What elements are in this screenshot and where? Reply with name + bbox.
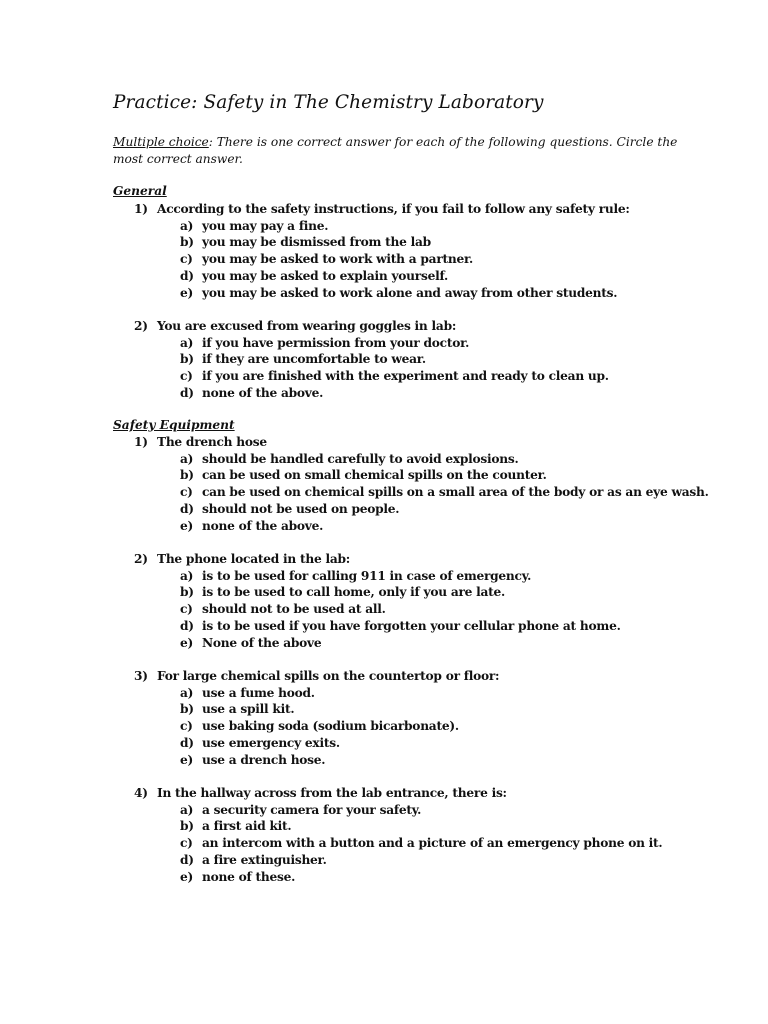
option-list — [134, 335, 609, 402]
option-item[interactable] — [180, 635, 621, 652]
option-letter: c) — [180, 252, 193, 267]
question-stem — [134, 318, 609, 335]
option-letter: e) — [180, 752, 194, 767]
option-text: if they are uncomfortable to wear. — [202, 352, 426, 367]
option-text: use baking soda (sodium bicarbonate). — [202, 719, 459, 734]
option-letter: a) — [180, 335, 194, 350]
option-text: none of these. — [202, 869, 296, 884]
option-item[interactable] — [180, 385, 609, 402]
question-equipment-1 — [134, 434, 709, 534]
instructions-text: : There is one correct answer for each of the following questions. Circle the most correct answer. — [113, 135, 678, 166]
option-list — [134, 451, 709, 535]
page-title: Practice: Safety in The Chemistry Laboratory — [113, 92, 544, 113]
option-item[interactable] — [180, 351, 609, 368]
option-text: should be handled carefully to avoid explosions. — [202, 451, 519, 466]
question-stem — [134, 434, 709, 451]
question-stem — [134, 201, 630, 218]
option-text: you may be asked to work with a partner. — [202, 252, 474, 267]
option-list — [134, 802, 662, 886]
question-text: According to the safety instructions, if you fail to follow any safety rule: — [157, 202, 630, 216]
option-text: you may be asked to work alone and away from other students. — [202, 285, 618, 300]
option-text: an intercom with a button and a picture of an emergency phone on it. — [202, 836, 663, 851]
question-stem — [134, 551, 621, 568]
option-item[interactable] — [180, 451, 709, 468]
option-letter: e) — [180, 285, 194, 300]
option-text: if you are finished with the experiment and ready to clean up. — [202, 369, 609, 384]
option-item[interactable] — [180, 802, 662, 819]
option-text: is to be used if you have forgotten your cellular phone at home. — [202, 618, 621, 633]
option-letter: d) — [180, 501, 194, 516]
option-letter: e) — [180, 635, 194, 650]
option-item[interactable] — [180, 518, 709, 535]
section-heading-general: General — [113, 184, 167, 198]
option-item[interactable] — [180, 835, 662, 852]
question-stem — [134, 785, 662, 802]
option-letter: d) — [180, 268, 194, 283]
option-text: you may be asked to explain yourself. — [202, 268, 449, 283]
option-letter: a) — [180, 685, 194, 700]
option-letter: c) — [180, 485, 193, 500]
question-number: 4) — [134, 786, 148, 800]
option-item[interactable] — [180, 818, 662, 835]
option-letter: b) — [180, 702, 194, 717]
question-equipment-3 — [134, 668, 499, 768]
option-list — [134, 568, 621, 652]
option-letter: b) — [180, 235, 194, 250]
option-item[interactable] — [180, 218, 630, 235]
question-equipment-4 — [134, 785, 662, 885]
option-text: none of the above. — [202, 385, 324, 400]
option-item[interactable] — [180, 251, 630, 268]
question-text: For large chemical spills on the countertop or floor: — [157, 669, 500, 683]
option-text: is to be used to call home, only if you are late. — [202, 585, 506, 600]
question-text: The phone located in the lab: — [157, 552, 351, 566]
option-text: you may be dismissed from the lab — [202, 235, 431, 250]
section-heading-safety-equipment: Safety Equipment — [113, 418, 235, 432]
option-item[interactable] — [180, 735, 499, 752]
question-number: 3) — [134, 669, 148, 683]
option-letter: b) — [180, 468, 194, 483]
option-text: use a drench hose. — [202, 752, 326, 767]
option-item[interactable] — [180, 467, 709, 484]
question-general-2 — [134, 318, 609, 402]
option-text: you may pay a fine. — [202, 218, 329, 233]
instructions — [113, 134, 683, 167]
question-number: 2) — [134, 319, 148, 333]
option-text: should not to be used at all. — [202, 602, 386, 617]
option-letter: a) — [180, 218, 194, 233]
option-text: can be used on small chemical spills on the counter. — [202, 468, 547, 483]
option-letter: d) — [180, 852, 194, 867]
option-letter: c) — [180, 836, 193, 851]
option-item[interactable] — [180, 752, 499, 769]
option-letter: e) — [180, 518, 194, 533]
question-text: You are excused from wearing goggles in lab: — [157, 319, 457, 333]
question-equipment-2 — [134, 551, 621, 651]
option-item[interactable] — [180, 268, 630, 285]
option-text: is to be used for calling 911 in case of emergency. — [202, 568, 532, 583]
option-item[interactable] — [180, 869, 662, 886]
option-letter: d) — [180, 385, 194, 400]
option-letter: b) — [180, 352, 194, 367]
option-text: a fire extinguisher. — [202, 852, 327, 867]
option-text: use a fume hood. — [202, 685, 315, 700]
option-item[interactable] — [180, 484, 709, 501]
option-item[interactable] — [180, 618, 621, 635]
option-text: can be used on chemical spills on a small area of the body or as an eye wash. — [202, 485, 709, 500]
option-text: a security camera for your safety. — [202, 802, 422, 817]
question-stem — [134, 668, 499, 685]
question-number: 2) — [134, 552, 148, 566]
option-text: use a spill kit. — [202, 702, 295, 717]
question-text: In the hallway across from the lab entrance, there is: — [157, 786, 507, 800]
option-text: if you have permission from your doctor. — [202, 335, 470, 350]
option-item[interactable] — [180, 285, 630, 302]
option-item[interactable] — [180, 234, 630, 251]
option-item[interactable] — [180, 701, 499, 718]
option-letter: a) — [180, 451, 194, 466]
option-text: a first aid kit. — [202, 819, 292, 834]
option-letter: c) — [180, 602, 193, 617]
option-letter: a) — [180, 802, 194, 817]
option-letter: b) — [180, 585, 194, 600]
option-text: None of the above — [202, 635, 322, 650]
question-number: 1) — [134, 435, 148, 449]
question-text: The drench hose — [157, 435, 267, 449]
option-letter: d) — [180, 618, 194, 633]
option-item[interactable] — [180, 601, 621, 618]
option-letter: e) — [180, 869, 194, 884]
option-item[interactable] — [180, 568, 621, 585]
option-list — [134, 218, 630, 302]
option-letter: c) — [180, 369, 193, 384]
option-text: should not be used on people. — [202, 501, 400, 516]
option-text: use emergency exits. — [202, 735, 340, 750]
question-number: 1) — [134, 202, 148, 216]
option-list — [134, 685, 499, 769]
option-item[interactable] — [180, 852, 662, 869]
option-item[interactable] — [180, 335, 609, 352]
option-item[interactable] — [180, 368, 609, 385]
option-letter: d) — [180, 735, 194, 750]
option-item[interactable] — [180, 685, 499, 702]
option-item[interactable] — [180, 718, 499, 735]
option-item[interactable] — [180, 584, 621, 601]
question-general-1 — [134, 201, 630, 301]
option-text: none of the above. — [202, 518, 324, 533]
option-letter: a) — [180, 568, 194, 583]
option-letter: c) — [180, 719, 193, 734]
option-letter: b) — [180, 819, 194, 834]
instructions-lead: Multiple choice — [113, 135, 209, 149]
option-item[interactable] — [180, 501, 709, 518]
